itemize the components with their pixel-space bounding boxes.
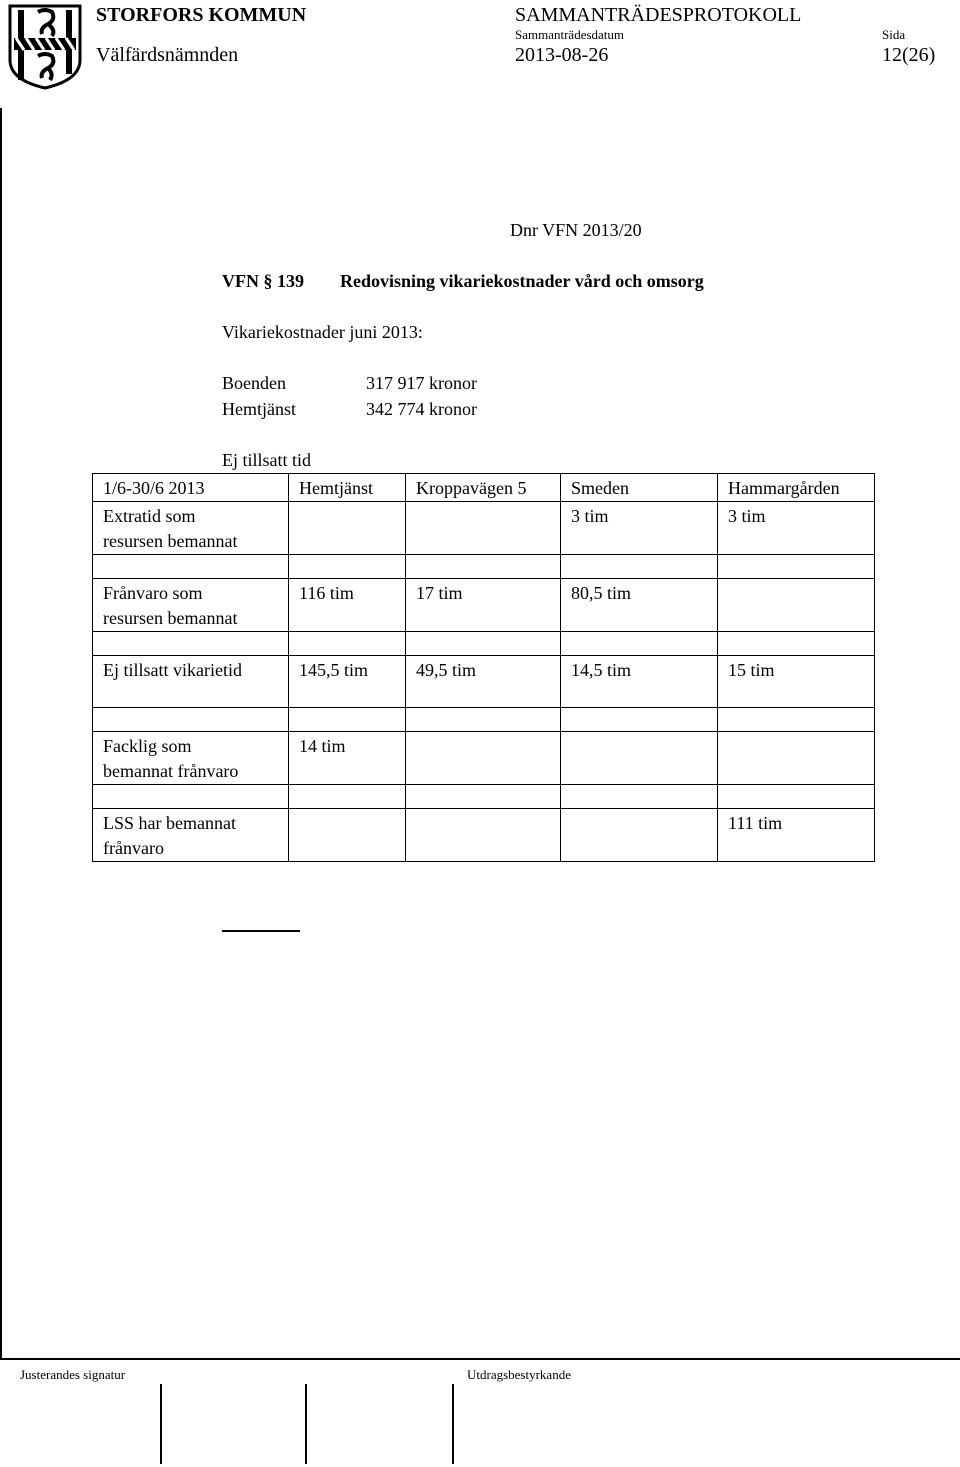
cell-hammargarden: 111 tim <box>718 809 875 862</box>
coat-of-arms-logo <box>8 4 82 90</box>
cell-kroppavagen <box>406 809 561 862</box>
dnr: Dnr VFN 2013/20 <box>510 220 642 240</box>
header-hammargarden: Hammargården <box>718 474 875 502</box>
row-label: Frånvaro som resursen bemannat <box>93 579 289 632</box>
cell-hammargarden <box>718 579 875 632</box>
cost-value-boenden: 317 917 kronor <box>366 373 477 393</box>
cell-hemtjanst: 116 tim <box>289 579 406 632</box>
cost-value-hemtjanst: 342 774 kronor <box>366 399 477 419</box>
section-end-rule <box>222 930 300 932</box>
table-spacer-row <box>93 555 875 579</box>
table-row-franvaro <box>93 579 875 632</box>
cell-kroppavagen <box>406 732 561 785</box>
header-period: 1/6-30/6 2013 <box>93 474 289 502</box>
cell-kroppavagen: 49,5 tim <box>406 656 561 708</box>
cost-label-boenden: Boenden <box>222 373 286 393</box>
table-row-facklig <box>93 732 875 785</box>
table-caption: Ej tillsatt tid <box>222 450 311 470</box>
cell-hammargarden: 3 tim <box>718 502 875 555</box>
header-smeden: Smeden <box>561 474 718 502</box>
left-margin-rule <box>0 108 2 1360</box>
meeting-date: 2013-08-26 <box>515 44 609 66</box>
cell-hemtjanst <box>289 502 406 555</box>
certified-label: Utdragsbestyrkande <box>467 1367 571 1382</box>
paragraph-number: VFN § 139 <box>222 271 304 291</box>
cell-smeden: 80,5 tim <box>561 579 718 632</box>
cell-hammargarden <box>718 732 875 785</box>
municipality-name: STORFORS KOMMUN <box>96 4 307 26</box>
committee-name: Välfärdsnämnden <box>96 44 239 66</box>
cost-label-hemtjanst: Hemtjänst <box>222 399 296 419</box>
date-label: Sammanträdesdatum <box>515 27 625 42</box>
table-spacer-row <box>93 708 875 732</box>
cell-kroppavagen: 17 tim <box>406 579 561 632</box>
header-kroppavagen: Kroppavägen 5 <box>406 474 561 502</box>
cell-smeden <box>561 732 718 785</box>
row-label: LSS har bemannat frånvaro <box>93 809 289 862</box>
signature-box-divider <box>160 1384 162 1464</box>
row-label: Facklig som bemannat frånvaro <box>93 732 289 785</box>
cell-hemtjanst: 145,5 tim <box>289 656 406 708</box>
table-row-lss <box>93 809 875 862</box>
table-spacer-row <box>93 785 875 809</box>
table-spacer-row <box>93 632 875 656</box>
footer-rule <box>0 1358 960 1360</box>
header-hemtjanst: Hemtjänst <box>289 474 406 502</box>
signature-box-divider <box>452 1384 454 1464</box>
signature-box-divider <box>305 1384 307 1464</box>
document-type: SAMMANTRÄDESPROTOKOLL <box>515 4 802 26</box>
cell-hemtjanst: 14 tim <box>289 732 406 785</box>
row-label: Extratid som resursen bemannat <box>93 502 289 555</box>
table-row-extratid <box>93 502 875 555</box>
signature-label: Justerandes signatur <box>20 1367 126 1382</box>
table-row-ej-tillsatt <box>93 656 875 708</box>
intro-text: Vikariekostnader juni 2013: <box>222 322 423 342</box>
table-header-row <box>93 474 875 502</box>
cell-hammargarden: 15 tim <box>718 656 875 708</box>
row-label: Ej tillsatt vikarietid <box>93 656 289 708</box>
cell-hemtjanst <box>289 809 406 862</box>
cell-kroppavagen <box>406 502 561 555</box>
cell-smeden: 3 tim <box>561 502 718 555</box>
cell-smeden <box>561 809 718 862</box>
vacancy-time-table <box>92 473 875 862</box>
page-number: 12(26) <box>882 44 936 66</box>
paragraph-title: Redovisning vikariekostnader vård och omsorg <box>340 271 704 291</box>
cell-smeden: 14,5 tim <box>561 656 718 708</box>
page-label: Sida <box>882 27 906 42</box>
